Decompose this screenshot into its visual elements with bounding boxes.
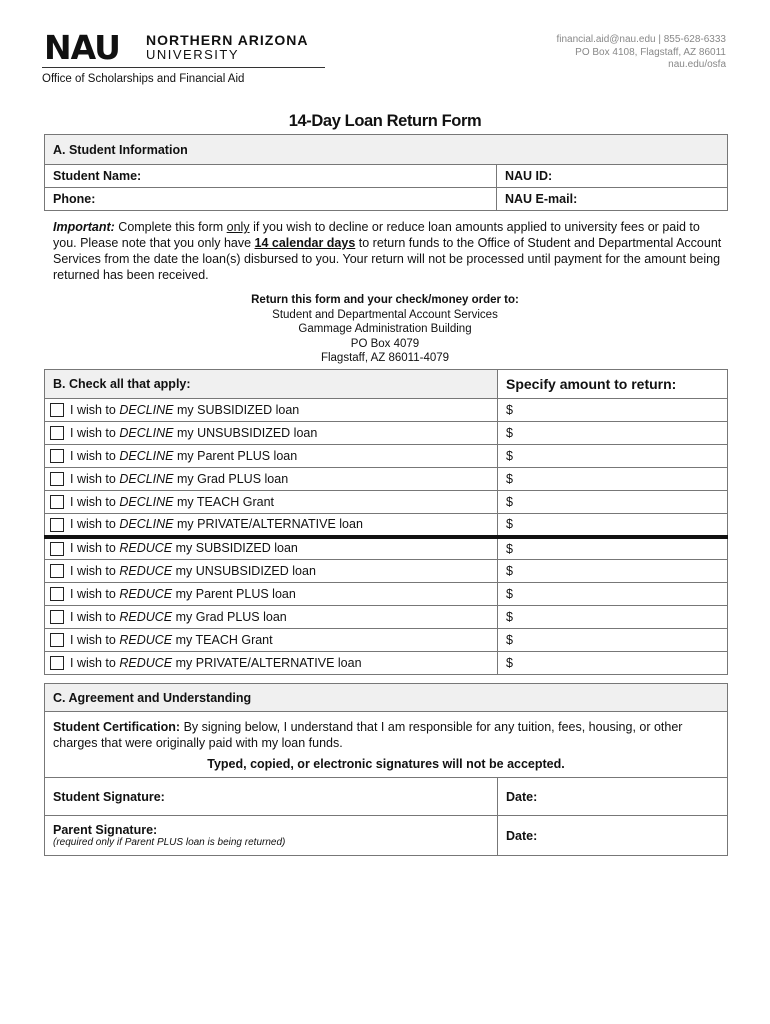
option-text-pre: I wish to xyxy=(70,471,120,486)
parent-signature-field[interactable] xyxy=(45,816,498,856)
loan-row-reduce xyxy=(45,583,728,606)
nau-id-field[interactable]: NAU ID: xyxy=(497,165,728,188)
office-name: Office of Scholarships and Financial Aid xyxy=(42,73,245,85)
reduce-amount-field[interactable]: $ xyxy=(498,629,728,652)
logo-name-line1: NORTHERN ARIZONA xyxy=(146,32,309,48)
option-verb: REDUCE xyxy=(119,655,173,670)
option-verb: DECLINE xyxy=(119,425,174,440)
decline-amount-field[interactable]: $ xyxy=(498,445,728,468)
important-notice xyxy=(53,219,725,283)
loan-row-decline xyxy=(45,491,728,514)
reduce-amount-field[interactable]: $ xyxy=(498,606,728,629)
parent-signature-label: Parent Signature: xyxy=(53,823,158,837)
reduce-checkbox[interactable] xyxy=(50,633,64,647)
certification-lead: Student Certification: xyxy=(53,720,181,734)
amount-heading: Specify amount to return: xyxy=(498,370,728,399)
option-text-pre: I wish to xyxy=(70,516,120,531)
loan-row-reduce xyxy=(45,537,728,560)
important-text-1: Complete this form xyxy=(114,220,227,234)
loan-row-decline xyxy=(45,445,728,468)
return-heading: Return this form and your check/money order to: xyxy=(251,294,519,306)
student-info-table xyxy=(44,134,728,211)
loan-option-cell xyxy=(45,491,498,514)
loan-option-cell xyxy=(45,652,498,675)
student-date-field[interactable]: Date: xyxy=(498,778,728,816)
option-text-post: my UNSUBSIDIZED loan xyxy=(173,425,318,440)
important-text-2: if you wish to decline or reduce loan amounts applied to university fees or paid to you. Please note that you only have xyxy=(53,220,700,250)
option-verb: DECLINE xyxy=(119,471,174,486)
option-text-pre: I wish to xyxy=(70,541,120,556)
decline-amount-field[interactable]: $ xyxy=(498,399,728,422)
reduce-amount-field[interactable]: $ xyxy=(498,560,728,583)
section-a-heading: A. Student Information xyxy=(45,135,728,165)
loan-selection-table xyxy=(44,369,728,675)
reduce-checkbox[interactable] xyxy=(50,610,64,624)
decline-checkbox[interactable] xyxy=(50,403,64,417)
signature-notice: Typed, copied, or electronic signatures will not be accepted. xyxy=(207,757,565,771)
nau-email-field[interactable]: NAU E-mail: xyxy=(497,188,728,211)
decline-checkbox[interactable] xyxy=(50,426,64,440)
loan-option-cell xyxy=(45,399,498,422)
option-text-post: my PRIVATE/ALTERNATIVE loan xyxy=(173,516,363,531)
loan-row-reduce xyxy=(45,560,728,583)
reduce-amount-field[interactable]: $ xyxy=(498,583,728,606)
option-text-post: my UNSUBSIDIZED loan xyxy=(172,563,316,578)
option-text-pre: I wish to xyxy=(70,586,120,601)
parent-date-field[interactable]: Date: xyxy=(498,816,728,856)
return-line-4: Flagstaff, AZ 86011-4079 xyxy=(320,352,450,364)
option-text-pre: I wish to xyxy=(70,563,120,578)
form-title: 14-Day Loan Return Form xyxy=(288,112,482,130)
option-verb: REDUCE xyxy=(119,563,173,578)
section-b-heading: B. Check all that apply: xyxy=(45,370,498,399)
decline-checkbox[interactable] xyxy=(50,472,64,486)
loan-row-decline xyxy=(45,514,728,537)
option-text-post: my SUBSIDIZED loan xyxy=(172,541,298,556)
logo-divider xyxy=(42,67,325,68)
decline-amount-field[interactable]: $ xyxy=(498,468,728,491)
decline-checkbox[interactable] xyxy=(50,495,64,509)
option-text-post: my Grad PLUS loan xyxy=(172,609,287,624)
loan-row-reduce xyxy=(45,629,728,652)
option-text-post: my PRIVATE/ALTERNATIVE loan xyxy=(172,655,362,670)
student-certification xyxy=(45,712,728,778)
option-text-pre: I wish to xyxy=(70,494,120,509)
phone-field[interactable]: Phone: xyxy=(45,188,497,211)
decline-amount-field[interactable]: $ xyxy=(498,514,728,537)
loan-option-cell xyxy=(45,422,498,445)
important-text-3: to return funds to the Office of Student and Departmental Account Services from the date the loan(s) disbursed to you. Your return will not be processed until payment for the amount being returned has been received. xyxy=(53,236,722,282)
option-text-post: my TEACH Grant xyxy=(172,632,273,647)
option-text-pre: I wish to xyxy=(70,632,120,647)
option-text-post: my Grad PLUS loan xyxy=(173,471,289,486)
student-signature-field[interactable]: Student Signature: xyxy=(45,778,498,816)
loan-row-decline xyxy=(45,468,728,491)
option-verb: REDUCE xyxy=(119,632,173,647)
decline-amount-field[interactable]: $ xyxy=(498,491,728,514)
student-name-field[interactable]: Student Name: xyxy=(45,165,497,188)
loan-option-cell xyxy=(45,445,498,468)
decline-checkbox[interactable] xyxy=(50,518,64,532)
option-verb: DECLINE xyxy=(119,494,174,509)
reduce-checkbox[interactable] xyxy=(50,587,64,601)
option-verb: DECLINE xyxy=(119,448,174,463)
decline-checkbox[interactable] xyxy=(50,449,64,463)
option-verb: REDUCE xyxy=(119,609,173,624)
important-days: 14 calendar days xyxy=(254,236,356,250)
option-verb: DECLINE xyxy=(119,516,174,531)
loan-row-reduce xyxy=(45,652,728,675)
important-only: only xyxy=(226,220,250,234)
option-text-pre: I wish to xyxy=(70,425,120,440)
option-text-pre: I wish to xyxy=(70,655,120,670)
option-text-post: my Parent PLUS loan xyxy=(173,448,298,463)
return-line-3: PO Box 4079 xyxy=(350,337,420,350)
contact-address: PO Box 4108, Flagstaff, AZ 86011 xyxy=(575,46,726,58)
option-text-post: my Parent PLUS loan xyxy=(172,586,296,601)
loan-option-cell xyxy=(45,468,498,491)
contact-website: nau.edu/osfa xyxy=(668,59,726,70)
option-text-pre: I wish to xyxy=(70,448,120,463)
important-lead: Important: xyxy=(53,220,115,234)
option-text-pre: I wish to xyxy=(70,609,120,624)
loan-option-cell xyxy=(45,560,498,583)
nau-logo-mark: NAU xyxy=(44,28,120,67)
loan-option-cell xyxy=(45,514,498,537)
section-c-heading: C. Agreement and Understanding xyxy=(45,684,728,712)
reduce-amount-field[interactable]: $ xyxy=(498,652,728,675)
decline-amount-field[interactable]: $ xyxy=(498,422,728,445)
logo-name-line2: UNIVERSITY xyxy=(146,47,240,62)
loan-row-decline xyxy=(45,422,728,445)
option-text-post: my TEACH Grant xyxy=(173,494,274,509)
return-line-1: Student and Departmental Account Services xyxy=(272,308,498,321)
option-verb: DECLINE xyxy=(119,402,174,417)
loan-option-cell xyxy=(45,537,498,560)
agreement-table xyxy=(44,683,728,856)
reduce-checkbox[interactable] xyxy=(50,656,64,670)
parent-signature-note: (required only if Parent PLUS loan is being returned) xyxy=(53,837,286,848)
option-verb: REDUCE xyxy=(119,541,173,556)
certification-text: By signing below, I understand that I am responsible for any tuition, fees, housing, or other charges that were originally paid with my loan funds. xyxy=(53,720,683,750)
reduce-checkbox[interactable] xyxy=(50,564,64,578)
loan-option-cell xyxy=(45,583,498,606)
loan-option-cell xyxy=(45,606,498,629)
contact-email-phone: financial.aid@nau.edu | 855-628-6333 xyxy=(556,34,726,45)
option-text-post: my SUBSIDIZED loan xyxy=(173,402,300,417)
return-line-2: Gammage Administration Building xyxy=(298,323,472,335)
loan-row-decline xyxy=(45,399,728,422)
loan-option-cell xyxy=(45,629,498,652)
loan-row-reduce xyxy=(45,606,728,629)
reduce-amount-field[interactable]: $ xyxy=(498,537,728,560)
contact-block xyxy=(556,34,726,72)
option-verb: REDUCE xyxy=(119,586,173,601)
option-text-pre: I wish to xyxy=(70,402,120,417)
return-address-block xyxy=(0,293,770,366)
reduce-checkbox[interactable] xyxy=(50,542,64,556)
